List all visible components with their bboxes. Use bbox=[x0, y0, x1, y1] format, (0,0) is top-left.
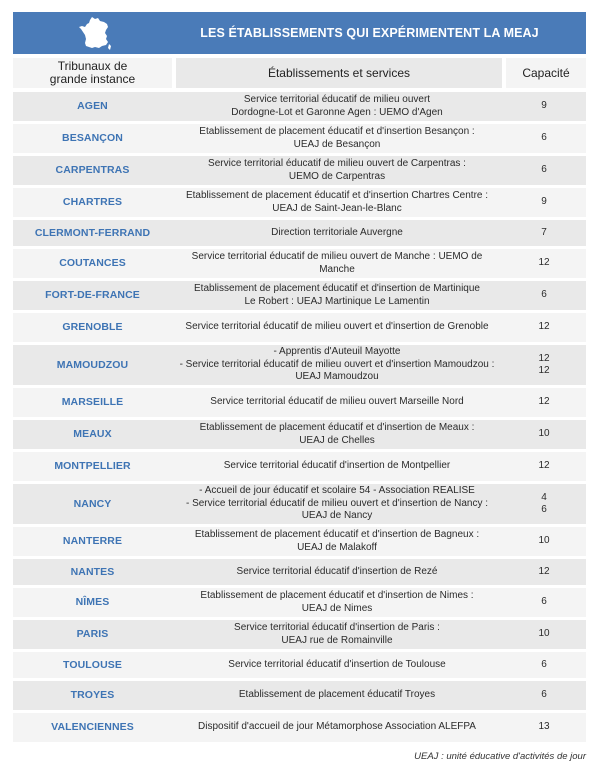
tribunal-name: COUTANCES bbox=[59, 257, 126, 270]
table-row bbox=[13, 527, 586, 556]
capacity-value: 6 bbox=[541, 658, 547, 670]
service-description: - Apprentis d'Auteuil Mayotte - Service territorial éducatif de milieu ouvert et d'insertion Mamoudzou : UEAJ Mamoudzou bbox=[179, 346, 495, 383]
service-description: Service territorial éducatif de milieu ouvert de Manche : UEMO de Manche bbox=[191, 251, 483, 275]
capacity-value: 6 bbox=[541, 289, 547, 301]
capacity-value: 10 bbox=[538, 628, 550, 640]
service-description: Direction territoriale Auvergne bbox=[271, 226, 403, 238]
capacity-value: 6 bbox=[541, 164, 547, 176]
service-description: Service territorial éducatif de milieu ouvert de Carpentras : UEMO de Carpentras bbox=[208, 158, 466, 182]
table-row bbox=[13, 188, 586, 217]
table-row bbox=[13, 388, 586, 417]
capacity-value: 6 bbox=[541, 132, 547, 144]
capacity-value: 12 bbox=[538, 321, 550, 333]
tribunal-name: MEAUX bbox=[73, 428, 112, 441]
capacity-value: 4 6 bbox=[541, 491, 547, 515]
service-description: Etablissement de placement éducatif et d'insertion Chartres Centre : UEAJ de Saint-Jean-le-Blanc bbox=[185, 190, 489, 214]
service-description: Service territorial éducatif de milieu ouvert Marseille Nord bbox=[210, 396, 464, 408]
service-description: Service territorial éducatif de milieu ouvert Dordogne-Lot et Garonne Agen : UEMO d'Agen bbox=[231, 94, 443, 118]
capacity-value: 6 bbox=[541, 689, 547, 701]
table-row bbox=[13, 249, 586, 278]
meaj-table bbox=[13, 12, 586, 745]
capacity-value: 6 bbox=[541, 596, 547, 608]
france-map-icon bbox=[77, 15, 113, 51]
service-description: - Accueil de jour éducatif et scolaire 54 - Association REALISE - Service territorial éducatif de milieu ouvert et d'insertion de Nancy : UEAJ de Nancy bbox=[185, 485, 489, 522]
tribunal-name: VALENCIENNES bbox=[51, 721, 134, 734]
service-description: Etablissement de placement éducatif Troyes bbox=[238, 689, 436, 701]
tribunal-name: BESANÇON bbox=[62, 132, 123, 145]
table-row bbox=[13, 156, 586, 185]
tribunal-name: TOULOUSE bbox=[63, 658, 122, 671]
table-row bbox=[13, 420, 586, 449]
service-description: Etablissement de placement éducatif et d'insertion de Nimes : UEAJ de Nimes bbox=[200, 590, 474, 614]
capacity-value: 7 bbox=[541, 226, 547, 238]
service-description: Service territorial éducatif d'insertion de Rezé bbox=[236, 565, 438, 577]
column-headers bbox=[13, 58, 586, 88]
capacity-value: 12 bbox=[538, 257, 550, 269]
tribunal-name: FORT-DE-FRANCE bbox=[45, 289, 140, 302]
tribunal-name: CARPENTRAS bbox=[55, 164, 130, 177]
tribunal-name: AGEN bbox=[77, 100, 108, 113]
column-header-tribunal-label: Tribunaux de grande instance bbox=[49, 59, 136, 86]
service-description: Service territorial éducatif de milieu ouvert et d'insertion de Grenoble bbox=[185, 321, 489, 333]
table-row bbox=[13, 92, 586, 121]
table-row bbox=[13, 452, 586, 481]
tribunal-name: GRENOBLE bbox=[62, 321, 123, 334]
table-row bbox=[13, 345, 586, 385]
column-header-capacity: Capacité bbox=[506, 58, 586, 88]
service-description: Etablissement de placement éducatif et d'insertion de Bagneux : UEAJ de Malakoff bbox=[194, 529, 480, 553]
tribunal-name: MONTPELLIER bbox=[54, 460, 131, 473]
service-description: Dispositif d'accueil de jour Métamorphose Association ALEFPA bbox=[198, 721, 476, 733]
capacity-value: 9 bbox=[541, 100, 547, 112]
capacity-value: 12 bbox=[538, 460, 550, 472]
tribunal-name: NANCY bbox=[73, 497, 112, 510]
table-row bbox=[13, 681, 586, 710]
table-row bbox=[13, 588, 586, 617]
title-bar bbox=[13, 12, 586, 54]
tribunal-name: CHARTRES bbox=[62, 196, 123, 209]
table-row bbox=[13, 484, 586, 524]
table-row bbox=[13, 220, 586, 246]
capacity-value: 9 bbox=[541, 196, 547, 208]
capacity-value: 12 bbox=[538, 565, 550, 577]
tribunal-name: CLERMONT-FERRAND bbox=[34, 226, 151, 239]
page-title: LES ÉTABLISSEMENTS QUI EXPÉRIMENTENT LA MEAJ bbox=[200, 26, 539, 40]
table-row bbox=[13, 124, 586, 153]
tribunal-name: MAMOUDZOU bbox=[56, 358, 129, 371]
table-row bbox=[13, 281, 586, 310]
table-row bbox=[13, 652, 586, 678]
service-description: Etablissement de placement éducatif et d'insertion Besançon : UEAJ de Besançon bbox=[199, 126, 475, 150]
tribunal-name: NANTES bbox=[70, 565, 115, 578]
column-header-services: Établissements et services bbox=[176, 58, 502, 88]
service-description: Etablissement de placement éducatif et d'insertion de Meaux : UEAJ de Chelles bbox=[199, 422, 475, 446]
table-row bbox=[13, 559, 586, 585]
tribunal-name: NÎMES bbox=[75, 596, 110, 609]
table-row bbox=[13, 313, 586, 342]
tribunal-name: NANTERRE bbox=[62, 535, 123, 548]
tribunal-name: TROYES bbox=[70, 689, 115, 702]
capacity-value: 10 bbox=[538, 535, 550, 547]
table-body bbox=[13, 92, 586, 742]
service-description: Service territorial éducatif d'insertion de Paris : UEAJ rue de Romainville bbox=[234, 622, 440, 646]
service-description: Service territorial éducatif d'insertion de Montpellier bbox=[223, 460, 451, 472]
capacity-value: 10 bbox=[538, 428, 550, 440]
tribunal-name: MARSEILLE bbox=[61, 396, 124, 409]
capacity-value: 12 bbox=[538, 396, 550, 408]
table-row bbox=[13, 620, 586, 649]
tribunal-name: PARIS bbox=[76, 628, 109, 641]
footnote: UEAJ : unité éducative d'activités de jour bbox=[414, 751, 586, 762]
service-description: Etablissement de placement éducatif et d'insertion de Martinique Le Robert : UEAJ Martinique Le Lamentin bbox=[194, 283, 480, 307]
table-row bbox=[13, 713, 586, 742]
service-description: Service territorial éducatif d'insertion de Toulouse bbox=[228, 658, 446, 670]
column-header-tribunal bbox=[13, 58, 172, 88]
capacity-value: 12 12 bbox=[538, 352, 550, 376]
capacity-value: 13 bbox=[538, 721, 550, 733]
